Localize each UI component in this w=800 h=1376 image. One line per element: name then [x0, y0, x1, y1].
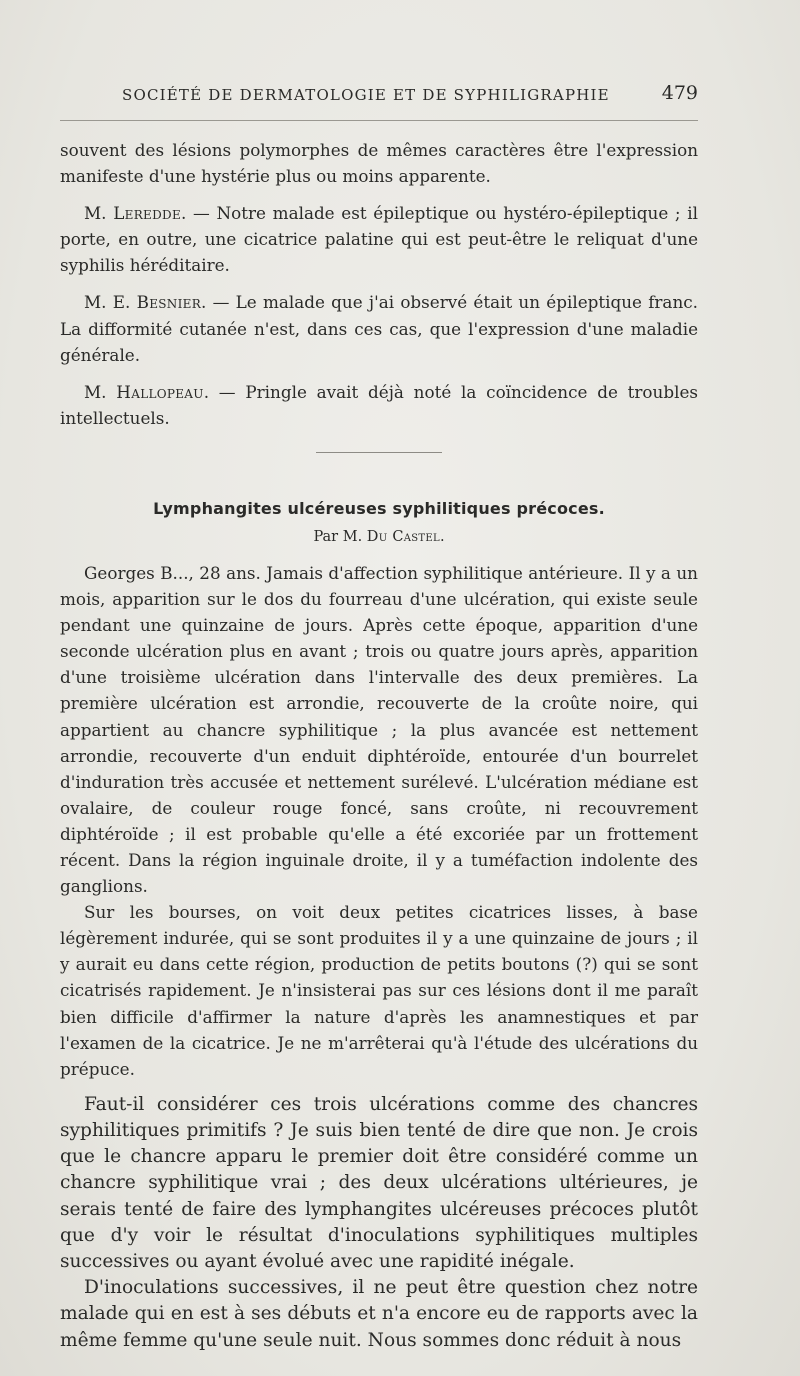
article-byline: [60, 526, 698, 548]
byline-suffix: .: [439, 528, 445, 545]
running-head: SOCIÉTÉ DE DERMATOLOGIE ET DE SYPHILIGRAPHIE: [122, 86, 610, 104]
paragraph-text: . — Notre malade est épileptique ou hystéro-épileptique ; il porte, en outre, une cicatrice palatine qui est peut-être le reliquat d'une syphilis héréditaire.: [60, 203, 698, 276]
paragraph-hallopeau: [60, 379, 698, 431]
speaker-name: Leredde: [113, 203, 182, 224]
article-paragraph-3: Faut-il considérer ces trois ulcérations comme des chancres syphilitiques primitifs ? Je suis bien tenté de dire que non. Je crois que le chancre apparu le premier doit être considéré comme un chancre syphilitique vrai ; des deux ulcérations ultérieures, je serais tenté de faire des lymphangites ulcéreuses précoces plutôt que d'y voir le résultat d'inoculations syphilitiques multiples successives ou ayant évolué avec une rapidité inégale.: [60, 1093, 698, 1273]
paragraph-text: . — Pringle avait déjà noté la coïncidence de troubles intellectuels.: [60, 381, 698, 428]
speaker-prefix: M.: [84, 381, 117, 402]
paragraph-text: . — Le malade que j'ai observé était un épileptique franc. La difformité cutanée n'est, dans ces cas, que l'expression d'une maladie générale.: [60, 292, 698, 365]
article-title: Lymphangites ulcéreuses syphilitiques précoces.: [153, 498, 605, 518]
byline-prefix: Par M.: [313, 528, 367, 545]
page-body: [60, 137, 698, 1354]
paragraph-continuation: souvent des lésions polymorphes de mêmes caractères être l'expression manifeste d'une hystérie plus ou moins apparente.: [60, 140, 698, 187]
page-number: 479: [661, 82, 698, 104]
large-type-section: [60, 1092, 698, 1354]
section-divider: [316, 452, 442, 453]
paragraph-leredde: [60, 200, 698, 278]
speaker-prefix: M. E.: [84, 292, 137, 313]
article-paragraph-2: Sur les bourses, on voit deux petites cicatrices lisses, à base légèrement indurée, qui se sont produites il y a une quinzaine de jours ; il y aurait eu dans cette région, production de petits boutons (?) qui se sont cicatrisés rapidement. Je n'insisterai pas sur ces lésions dont il me paraît bien difficile d'affirmer la nature d'après les anamnestiques et par l'examen de la cicatrice. Je ne m'arrêterai qu'à l'étude des ulcérations du prépuce.: [60, 902, 698, 1079]
header-rule: [60, 120, 698, 121]
speaker-name: Hallopeau: [116, 381, 204, 402]
article-paragraph-1: Georges B..., 28 ans. Jamais d'affection syphilitique antérieure. Il y a un mois, apparition sur le dos du fourreau d'une ulcération, qui existe seule pendant une quinzaine de jours. Après cette époque, apparition d'une seconde ulcération plus en avant ; trois ou quatre jours après, apparition d'une troisième ulcération dans l'intervalle des deux premières. La première ulcération est arrondie, recouverte de la croûte noire, qui appartient au chancre syphilitique ; la plus avancée est nettement arrondie, recouverte d'un enduit diphtéroïde, entourée d'un bourrelet d'induration très accusée et nettement surélevé. L'ulcération médiane est ovalaire, de couleur rouge foncé, sans croûte, ni recouvrement diphtéroïde ; il est probable qu'elle a été excoriée par un frottement récent. Dans la région inguinale droite, il y a tuméfaction indolente des ganglions.: [60, 562, 698, 897]
article-paragraph-4: D'inoculations successives, il ne peut être question chez notre malade qui en est à ses débuts et n'a encore eu de rapports avec la même femme qu'une seule nuit. Nous sommes donc réduit à nous: [60, 1277, 698, 1351]
speaker-prefix: M.: [84, 203, 114, 224]
page-header: [60, 80, 698, 110]
byline-author: Du Castel: [366, 528, 440, 545]
paragraph-besnier: [60, 289, 698, 367]
speaker-name: Besnier: [136, 292, 202, 313]
